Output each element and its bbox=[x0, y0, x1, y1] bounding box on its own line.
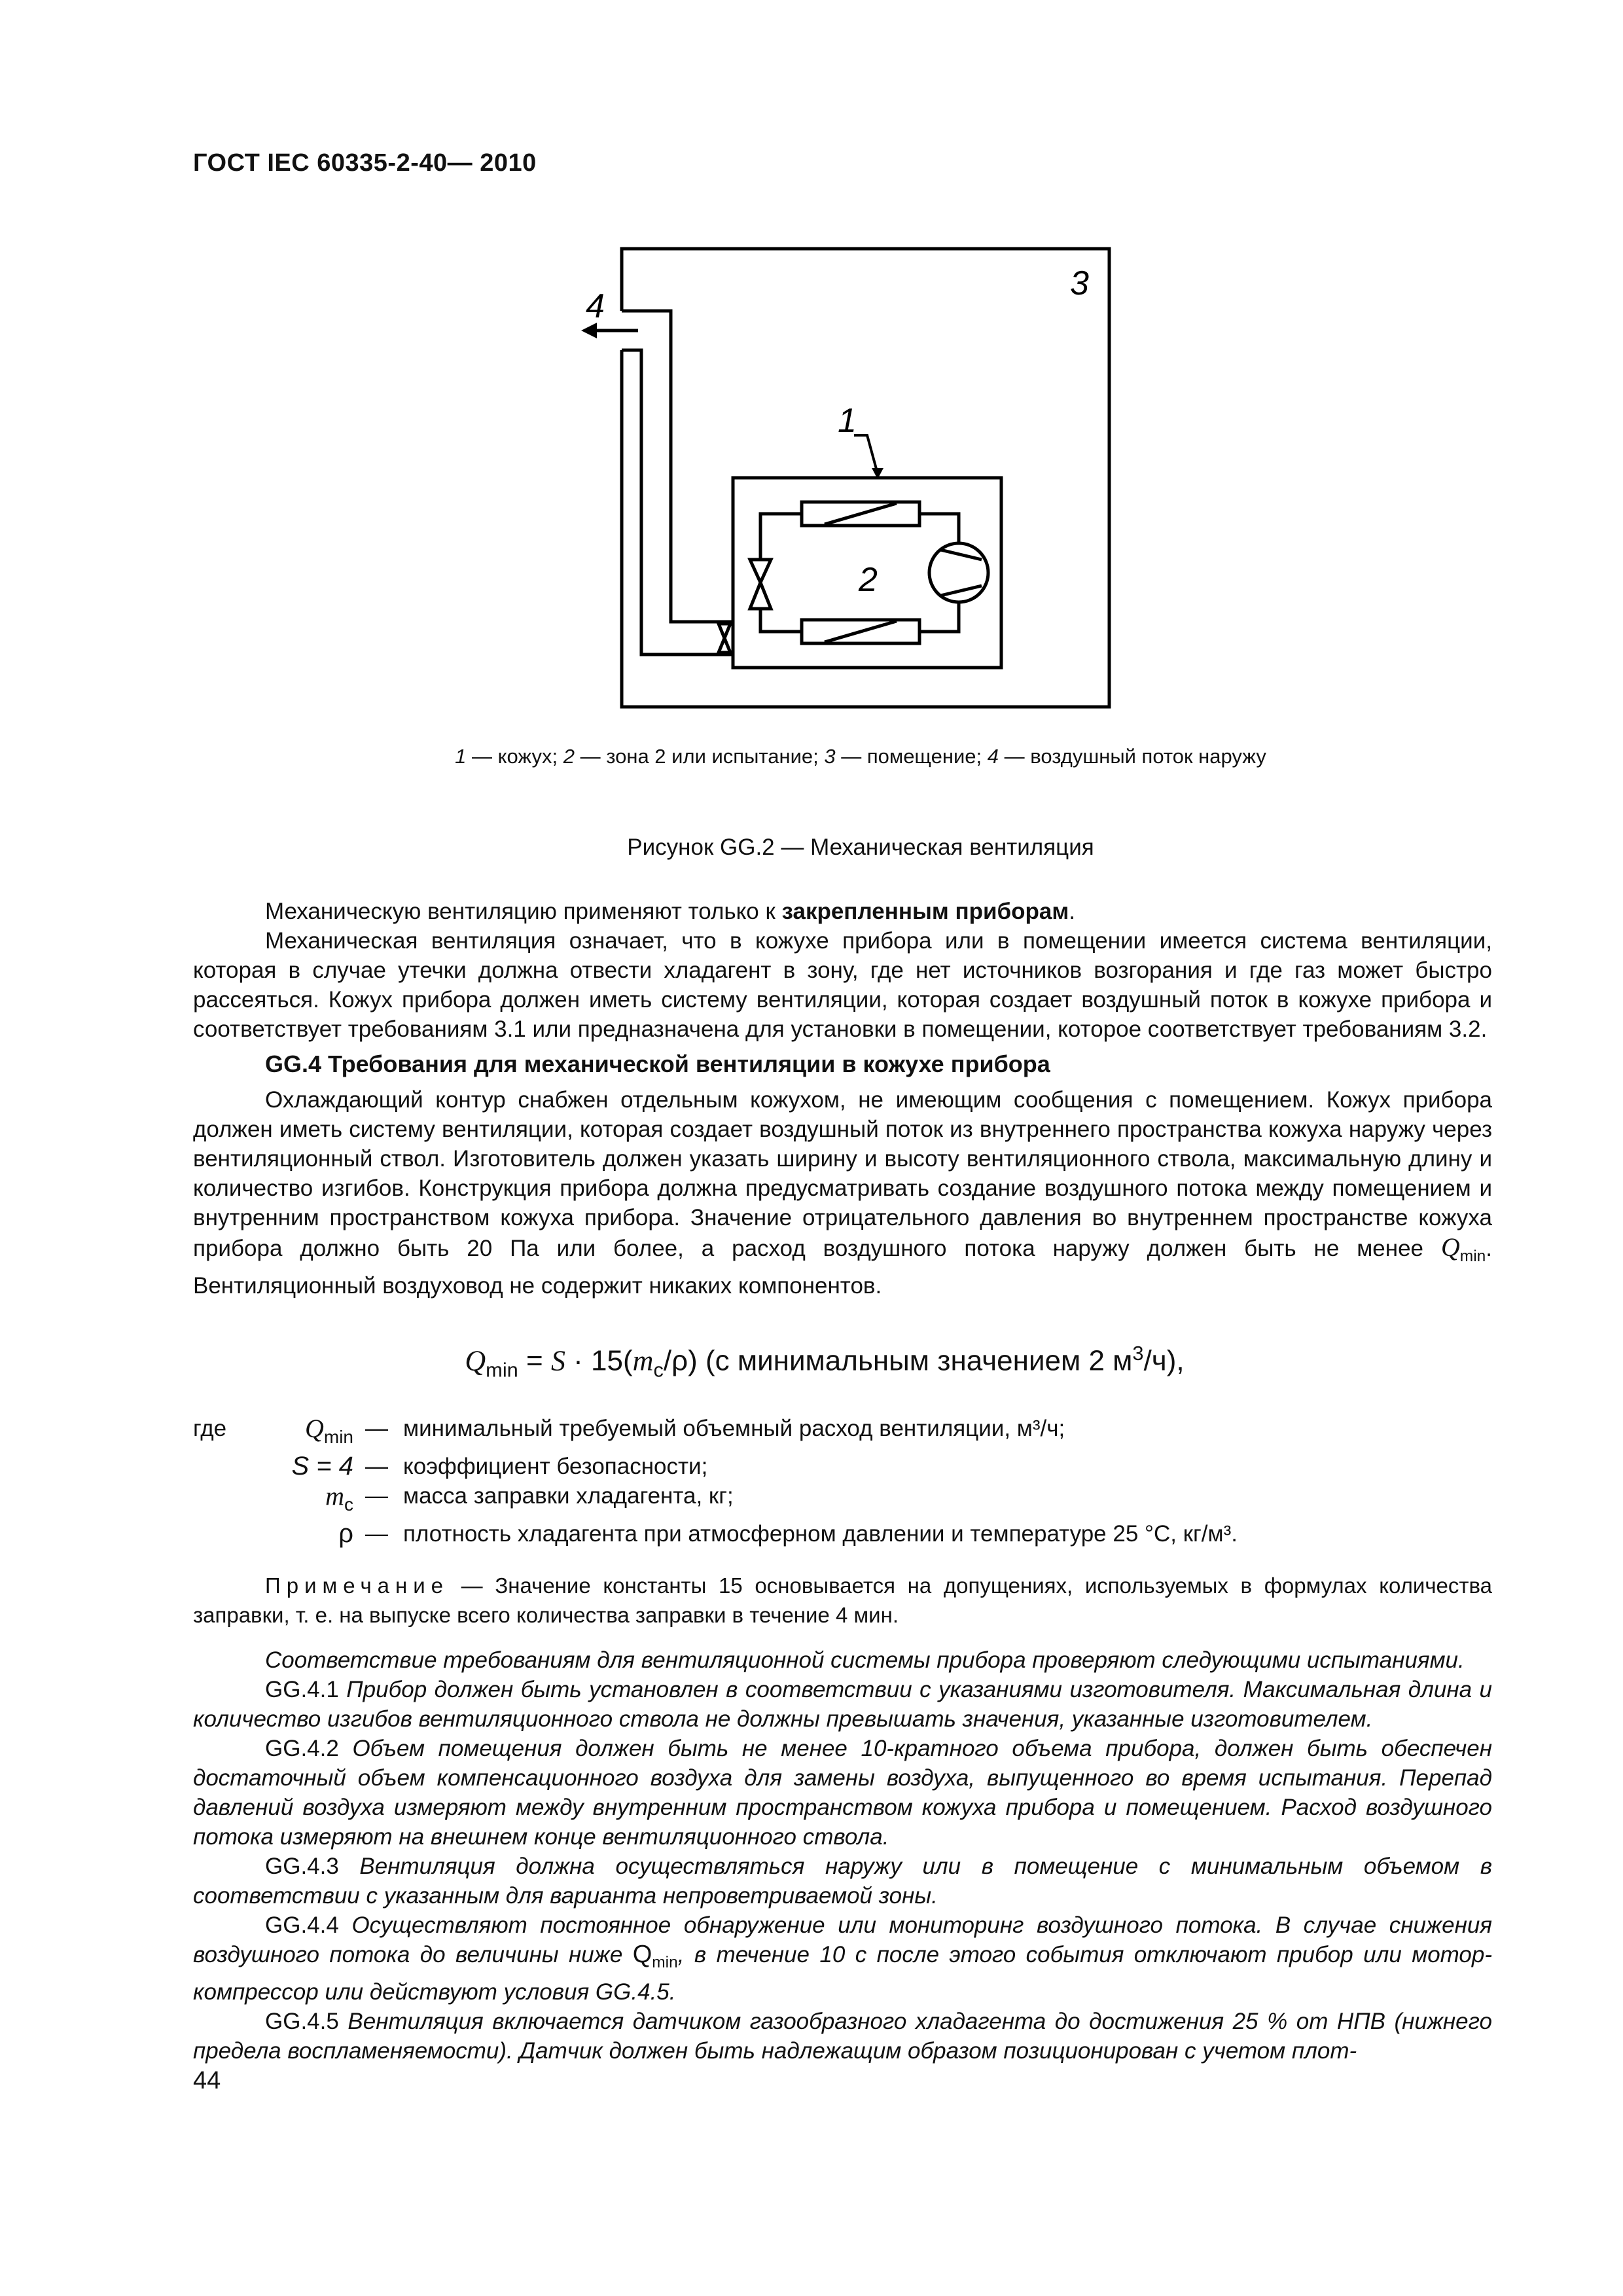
note: Примечание — Значение константы 15 основывается на допущениях, используемых в формулах количества заправки, т. е. на выпуске всего количества заправки в течение 4 мин. bbox=[193, 1573, 1492, 1627]
compliance-intro: Соответствие требованиям для вентиляционной системы прибора проверяют следующими испытаниями. bbox=[265, 1647, 1465, 1673]
paragraph-2: Механическая вентиляция означает, что в кожухе прибора или в помещении имеется система вентиляции, которая в случае утечки должна отвести хладагент в зону, где нет источников возгорания и где газ может быстро рассеяться. Кожух прибора должен иметь систему вентиляции, которая создает воздушный поток в кожухе прибора и соответствует требованиям 3.1 или предназначена для установки в помещении, которое соответствует требованиям 3.2. bbox=[193, 928, 1492, 1042]
definition-row: $m_c$ — масса заправки хладагента, кг; bbox=[325, 1481, 734, 1515]
figure-label-2: 2 bbox=[859, 561, 878, 599]
clause-gg-4-4: GG.4.4 Осуществляют постоянное обнаружение или мониторинг воздушного потока. В случае снижения воздушного потока до величины ниже $Q_{min}$, в течение 10 с после этого события отключают прибор или мотор-компрессор или действуют условия GG.4.5. bbox=[193, 1912, 1493, 2005]
ventilation-diagram bbox=[576, 245, 1139, 723]
clause-gg-4-2: GG.4.2 Объем помещения должен быть не менее 10-кратного объема прибора, должен быть обеспечен достаточный объем компенсационного воздуха для замены воздуха, выпущенного во время испытания. Перепад давлений воздуха измеряют между внутренним пространством кожуха прибора и помещением. Расход воздушного потока измеряют на внешнем конце вентиляционного ствола. bbox=[193, 1736, 1492, 1850]
definition-row: где $Q_{min}$ — минимальный требуемый объемный расход вентиляции, м³/ч; bbox=[193, 1414, 1065, 1447]
page-number: 44 bbox=[193, 2067, 221, 2094]
paragraph-3: Охлаждающий контур снабжен отдельным кожухом, не имеющим сообщения с помещением. Кожух прибора должен иметь систему вентиляции, которая создает воздушный поток из внутреннего пространства кожуха наружу через вентиляционный ствол. Изготовитель должен указать ширину и высоту вентиляционного ствола, максимальную длину и количество изгибов. Конструкция прибора должна предусматривать создание воздушного потока между помещением и внутренним пространством кожуха прибора. Значение отрицательного давления во внутреннем пространстве кожуха прибора должно быть 20 Па или более, а расход воздушного потока наружу должен быть не менее $Q_{min}$. Вентиляционный воздуховод не содержит никаких компонентов. bbox=[193, 1087, 1492, 1299]
figure-caption: Рисунок GG.2 — Механическая вентиляция bbox=[627, 834, 1094, 860]
duct-outer bbox=[622, 311, 733, 622]
clause-gg-4-3: GG.4.3 Вентиляция должна осуществляться наружу или в помещение с минимальным объемом в соответствии с указанным для варианта непроветриваемой зоны. bbox=[193, 1854, 1492, 1909]
section-heading: GG.4 Требования для механической вентиляции в кожухе прибора bbox=[265, 1050, 1050, 1077]
figure-label-3: 3 bbox=[1070, 264, 1089, 302]
figure-legend: 1 — кожух; 2 — зона 2 или испытание; 3 — помещение; 4 — воздушный поток наружу bbox=[455, 745, 1266, 768]
body-text-lower bbox=[193, 1571, 1492, 2066]
compressor-symbol bbox=[929, 543, 988, 602]
document-header: ГОСТ IEC 60335-2-40— 2010 bbox=[193, 149, 537, 177]
circuit-lower bbox=[760, 609, 802, 632]
circuit-upper bbox=[760, 514, 802, 560]
paragraph-1: Механическую вентиляцию применяют только к закрепленным приборам. bbox=[265, 899, 1075, 924]
clause-gg-4-1: GG.4.1 Прибор должен быть установлен в соответствии с указаниями изготовителя. Максимальная длина и количество изгибов вентиляционного ствола не должны превышать значения, указанные изготовителем. bbox=[193, 1677, 1492, 1732]
formula: $Q_{min} = S \cdot 15(m_c/\rho)$ (с минимальным значением 2 $м^3/ч$), bbox=[465, 1342, 1185, 1382]
formula-definitions bbox=[193, 1414, 1238, 1549]
figure-label-1: 1 bbox=[838, 402, 857, 440]
definition-row: S = 4 — коэффициент безопасности; bbox=[291, 1452, 708, 1480]
definition-row: ρ — плотность хладагента при атмосферном давлении и температуре 25 °С, кг/м³. bbox=[338, 1519, 1238, 1548]
clause-gg-4-5: GG.4.5 Вентиляция включается датчиком газообразного хладагента до достижения 25 % от НПВ (нижнего предела воспламеняемости). Датчик должен быть надлежащим образом позиционирован с учетом плот- bbox=[193, 2009, 1492, 2064]
body-text-upper bbox=[193, 897, 1492, 1300]
duct-inner bbox=[622, 350, 733, 655]
figure-label-4: 4 bbox=[586, 287, 605, 325]
